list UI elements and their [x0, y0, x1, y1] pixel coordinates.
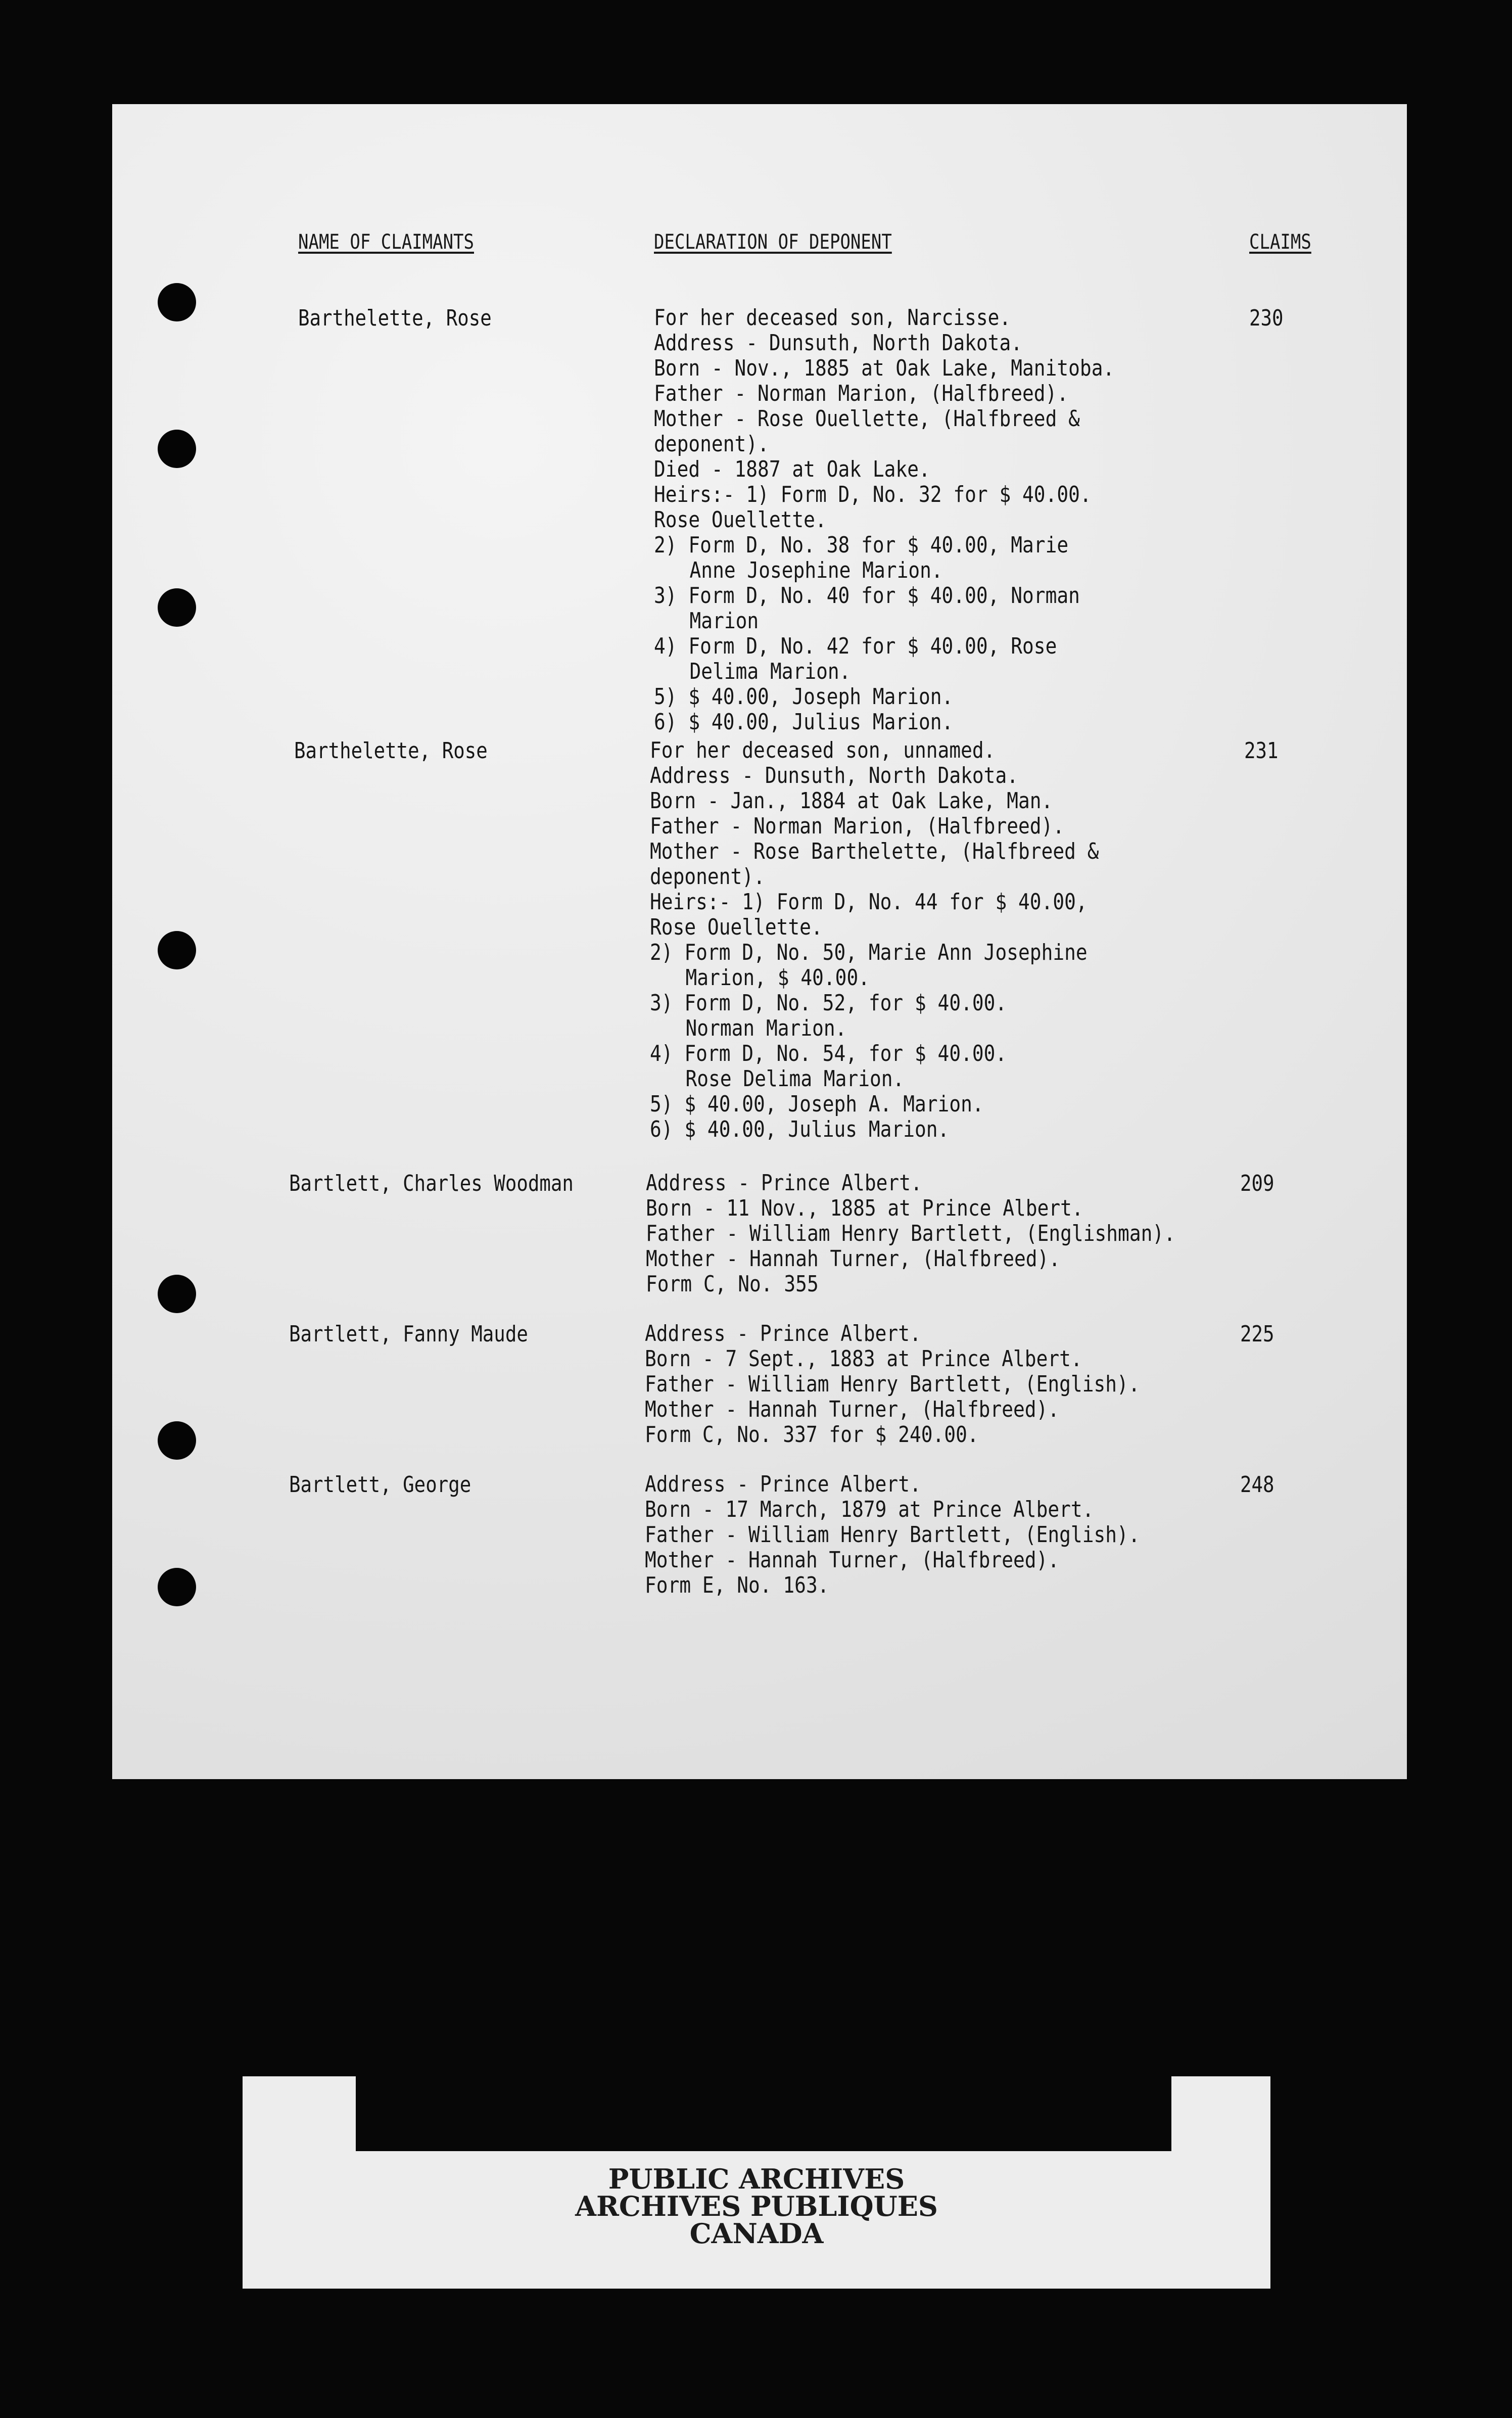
declaration-line: 6) $ 40.00, Julius Marion. — [654, 709, 954, 735]
declaration-line: Marion, $ 40.00. — [685, 965, 870, 991]
declaration — [650, 738, 1172, 1142]
punch-hole — [158, 931, 196, 969]
declaration-line: Form C, No. 355 — [646, 1271, 819, 1297]
declaration-line: Rose Delima Marion. — [685, 1066, 905, 1092]
punch-hole — [158, 430, 196, 468]
document-page — [112, 104, 1407, 1779]
stamp-text — [243, 2163, 1270, 2250]
declaration-line: Address - Prince Albert. — [646, 1170, 922, 1196]
claimant-name: Bartlett, Fanny Maude — [289, 1321, 528, 1347]
claimant-name: Bartlett, George — [289, 1472, 471, 1498]
declaration-line: 4) Form D, No. 54, for $ 40.00. — [650, 1041, 1007, 1066]
declaration-line: Address - Dunsuth, North Dakota. — [654, 330, 1023, 356]
declaration-line: deponent). — [650, 864, 765, 890]
declaration-line: Mother - Rose Ouellette, (Halfbreed & — [654, 406, 1080, 432]
declaration-line: Heirs:- 1) Form D, No. 44 for $ 40.00, — [650, 889, 1088, 915]
declaration-line: Heirs:- 1) Form D, No. 32 for $ 40.00. — [654, 482, 1092, 507]
declaration-line: 5) $ 40.00, Joseph A. Marion. — [650, 1091, 984, 1117]
declaration-line: Delima Marion. — [689, 659, 851, 684]
declaration-line: 2) Form D, No. 50, Marie Ann Josephine — [650, 940, 1088, 965]
claim-number: 231 — [1244, 738, 1279, 764]
declaration-line: Father - William Henry Bartlett, (English). — [645, 1371, 1140, 1397]
declaration — [645, 1321, 1220, 1448]
claim-number: 209 — [1240, 1171, 1274, 1196]
claimant-name: Bartlett, Charles Woodman — [289, 1171, 574, 1196]
declaration-line: 3) Form D, No. 40 for $ 40.00, Norman — [654, 583, 1080, 609]
declaration-line: 6) $ 40.00, Julius Marion. — [650, 1117, 950, 1142]
stamp-line: PUBLIC ARCHIVES — [608, 2163, 905, 2195]
declaration-line: Father - William Henry Bartlett, (English). — [645, 1522, 1140, 1548]
declaration-line: For her deceased son, Narcisse. — [654, 305, 1011, 331]
punch-hole — [158, 1421, 196, 1460]
declaration-line: 4) Form D, No. 42 for $ 40.00, Rose — [654, 633, 1057, 659]
declaration-line: Born - Nov., 1885 at Oak Lake, Manitoba. — [654, 355, 1115, 381]
declaration-line: Form C, No. 337 for $ 240.00. — [645, 1422, 979, 1448]
header-name-of-claimants: NAME OF CLAIMANTS — [298, 230, 474, 254]
punch-hole — [158, 283, 196, 321]
stamp-line: CANADA — [689, 2217, 824, 2250]
declaration — [654, 305, 1190, 735]
declaration-line: Mother - Hannah Turner, (Halfbreed). — [645, 1547, 1060, 1573]
declaration-line: Born - Jan., 1884 at Oak Lake, Man. — [650, 788, 1053, 814]
claimant-name: Barthelette, Rose — [298, 305, 492, 331]
declaration-line: 5) $ 40.00, Joseph Marion. — [654, 684, 954, 710]
declaration-line: Form E, No. 163. — [645, 1572, 829, 1598]
declaration-line: Born - 17 March, 1879 at Prince Albert. — [645, 1497, 1094, 1522]
declaration-line: Address - Prince Albert. — [645, 1471, 921, 1497]
punch-hole — [158, 588, 196, 627]
claim-number: 248 — [1240, 1472, 1274, 1498]
declaration-line: Mother - Rose Barthelette, (Halfbreed & — [650, 839, 1099, 864]
declaration-line: Born - 7 Sept., 1883 at Prince Albert. — [645, 1346, 1082, 1372]
declaration-line: Anne Josephine Marion. — [689, 557, 943, 583]
declaration-line: Marion — [689, 608, 759, 634]
header-claims: CLAIMS — [1249, 230, 1311, 254]
declaration-line: Died - 1887 at Oak Lake. — [654, 456, 930, 482]
declaration-line: 2) Form D, No. 38 for $ 40.00, Marie — [654, 532, 1069, 558]
declaration-line: deponent). — [654, 431, 769, 457]
declaration-line: For her deceased son, unnamed. — [650, 737, 996, 763]
declaration-line: Born - 11 Nov., 1885 at Prince Albert. — [646, 1195, 1083, 1221]
declaration-line: Father - William Henry Bartlett, (Englishman). — [646, 1221, 1175, 1246]
declaration-line: Father - Norman Marion, (Halfbreed). — [650, 813, 1065, 839]
claim-number: 230 — [1249, 305, 1284, 331]
archives-stamp — [243, 2076, 1270, 2289]
declaration-line: Address - Prince Albert. — [645, 1321, 921, 1346]
punch-hole — [158, 1275, 196, 1313]
stamp-cutout — [356, 2076, 1171, 2151]
claimant-name: Barthelette, Rose — [294, 738, 488, 764]
declaration-line: Father - Norman Marion, (Halfbreed). — [654, 381, 1069, 406]
header-declaration-of-deponent: DECLARATION OF DEPONENT — [654, 230, 892, 254]
declaration-line: Mother - Hannah Turner, (Halfbreed). — [646, 1246, 1061, 1272]
declaration-line: Mother - Hannah Turner, (Halfbreed). — [645, 1397, 1060, 1422]
declaration-line: Norman Marion. — [685, 1015, 847, 1041]
declaration — [646, 1171, 1262, 1297]
declaration-line: Address - Dunsuth, North Dakota. — [650, 763, 1019, 788]
declaration-line: 3) Form D, No. 52, for $ 40.00. — [650, 990, 1007, 1016]
punch-hole — [158, 1568, 196, 1606]
stamp-line: ARCHIVES PUBLIQUES — [575, 2190, 938, 2222]
claim-number: 225 — [1240, 1321, 1274, 1347]
declaration-line: Rose Ouellette. — [654, 507, 827, 533]
declaration — [645, 1472, 1220, 1598]
declaration-line: Rose Ouellette. — [650, 914, 823, 940]
